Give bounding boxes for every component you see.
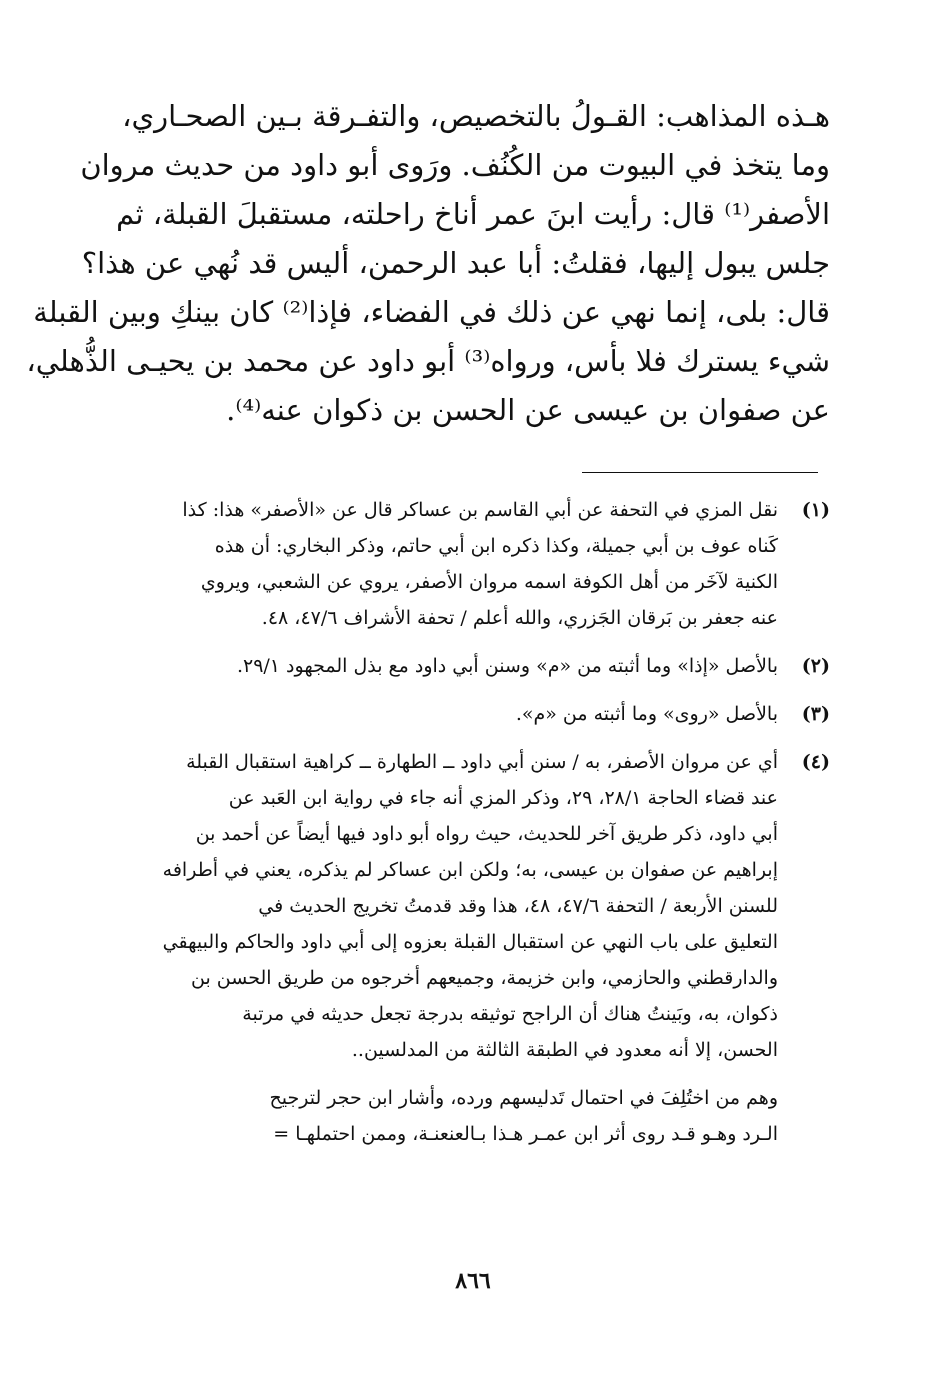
- footnote-line: للسنن الأربعة / التحفة ٤٧/٦، ٤٨، هذا وقد قدمتُ تخريج الحديث في: [258, 895, 778, 917]
- footnote-line: عند قضاء الحاجة ٢٨/١، ٢٩، وذكر المزي أنه جاء في رواية ابن العَبد عن: [228, 787, 778, 809]
- main-text-line: شيء يسترك فلا بأس، ورواه⁽³⁾ أبو داود عن محمد بن يحيـى الذُّهلي،: [26, 344, 830, 378]
- footnote-line: أبي داود، ذكر طريق آخر للحديث، حيث رواه أبو داود فيها أيضاً عن أحمد بن: [195, 823, 778, 845]
- footnote-line: بالأصل «روى» وما أثبته من «م».: [515, 703, 778, 725]
- footnote-line: نقل المزي في التحفة عن أبي القاسم بن عساكر قال عن «الأصفر» هذا: كذا: [182, 499, 778, 521]
- footnote-line: أي عن مروان الأصفر، به / سنن أبي داود ــ الطهارة ــ كراهية استقبال القبلة: [186, 751, 778, 773]
- footnote-line: الحسن، إلا أنه معدود في الطبقة الثالثة من المدلسين..: [351, 1039, 778, 1061]
- footnote-continuation: [118, 1080, 830, 1152]
- footnote-line: كَناه عوف بن أبي جميلة، وكذا ذكره ابن أبي حاتم، وذكر البخاري: أن هذه: [214, 535, 778, 557]
- footnotes-section: [118, 492, 830, 1152]
- footnote-line: الكنية لآخَر من أهل الكوفة اسمه مروان الأصفر، يروي عن الشعبي، ويروي: [200, 571, 778, 593]
- main-text-line: وما يتخذ في البيوت من الكُنُف. ورَوى أبو داود من حديث مروان: [80, 148, 830, 182]
- main-text: [26, 92, 830, 435]
- continuation-line: وهم من اختُلِفَ في احتمال تَدليسهم ورده، وأشار ابن حجر لترجيح: [269, 1087, 778, 1109]
- footnote-line: والدارقطني والحازمي، وابن خزيمة، وجميعهم أخرجوه من طريق الحسن بن: [190, 967, 778, 989]
- footnote-line: ذكوان، به، وبَينتُ هناك أن الراجح توثيقه بدرجة تجعل حديثه في مرتبة: [242, 1003, 778, 1025]
- main-text-line: جلس يبول إليها، فقلتُ: أبا عبد الرحمن، أليس قد نُهي عن هذا؟: [81, 246, 830, 280]
- footnote-1: [118, 492, 830, 636]
- continuation-line: الـرد وهـو قـد روى أثر ابن عمـر هـذا بـالعنعنـة، وممن احتملهـا =: [273, 1123, 778, 1145]
- footnote-line: التعليق على باب النهي عن استقبال القبلة بعزوه إلى أبي داود والحاكم والبيهقي: [162, 931, 778, 953]
- footnote-2: [118, 648, 830, 684]
- footnote-number: (٢): [801, 655, 830, 677]
- main-text-line: عن صفوان بن عيسى عن الحسن بن ذكوان عنه⁽⁴⁾.: [226, 393, 830, 427]
- footnote-number: (٣): [801, 703, 830, 725]
- footnote-3: [118, 696, 830, 732]
- footnote-line: بالأصل «إذا» وما أثبته من «م» وسنن أبي داود مع بذل المجهود ٢٩/١.: [236, 655, 778, 677]
- footnote-line: عنه جعفر بن بَرقان الجَزري، والله أعلم / تحفة الأشراف ٤٧/٦، ٤٨.: [261, 607, 778, 629]
- page-number: ٨٦٦: [455, 1268, 491, 1294]
- main-text-line: هـذه المذاهب: القـولُ بالتخصيص، والتفـرقة بـين الصحـاري،: [122, 99, 830, 133]
- main-text-line: قال: بلى، إنما نهي عن ذلك في الفضاء، فإذا⁽²⁾ كان بينكِ وبين القبلة: [33, 295, 830, 329]
- footnote-divider: [582, 472, 818, 473]
- footnote-number: (١): [801, 499, 830, 521]
- footnote-4: [118, 744, 830, 1068]
- footnote-line: إبراهيم عن صفوان بن عيسى، به؛ ولكن ابن عساكر لم يذكره، يعني في أطرافه: [162, 859, 778, 881]
- footnote-number: (٤): [801, 751, 830, 773]
- main-text-line: الأصفر⁽¹⁾ قال: رأيت ابنَ عمر أناخ راحلته، مستقبلَ القبلة، ثم: [116, 197, 830, 231]
